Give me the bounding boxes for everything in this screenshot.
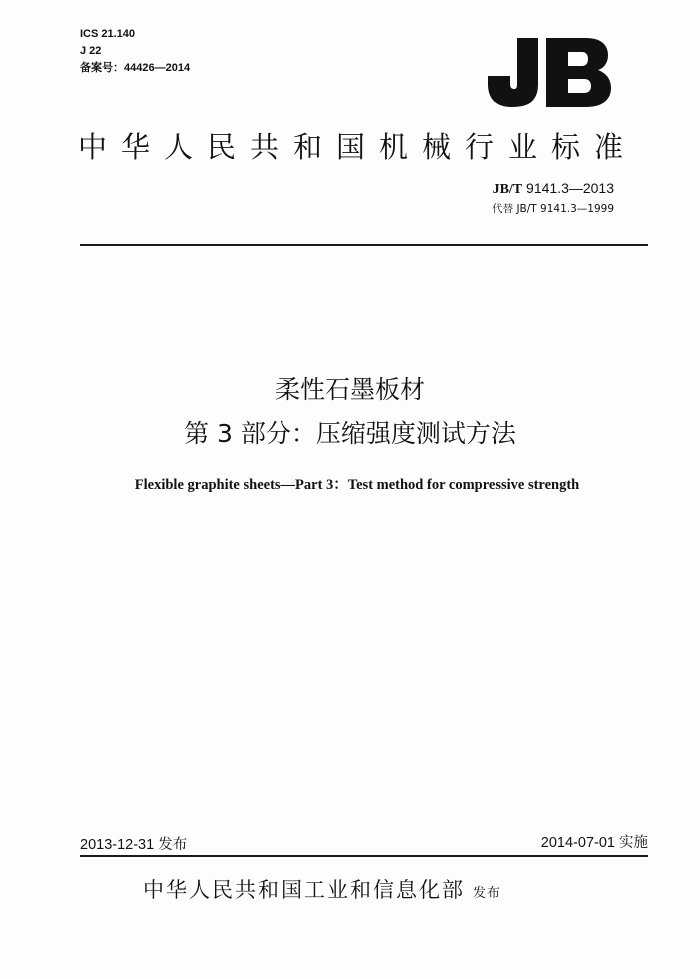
issuer-suffix: 发布 bbox=[473, 886, 502, 901]
title-cn-main: 柔性石墨板材 bbox=[274, 375, 425, 404]
standard-type-heading: 中华人民共和国机械行业标准 bbox=[78, 130, 638, 164]
title-cn-part: 第 3 部分：压缩强度测试方法 bbox=[184, 419, 516, 448]
implement-date: 2014-07-01 实施 bbox=[540, 835, 648, 851]
standard-code bbox=[493, 180, 614, 198]
jb-logo bbox=[486, 36, 612, 108]
jb-logo-letter-j bbox=[488, 38, 538, 107]
record-number: 备案号：44426—2014 bbox=[80, 62, 191, 74]
document-metadata bbox=[80, 26, 190, 77]
header-divider bbox=[80, 244, 648, 246]
standard-code-prefix: JB/T bbox=[492, 182, 523, 197]
footer-divider bbox=[80, 855, 648, 857]
jb-logo-letter-b bbox=[546, 38, 611, 107]
standard-code-number: 9141.3—2013 bbox=[522, 180, 614, 196]
issuer-name: 中华人民共和国工业和信息化部 bbox=[143, 878, 465, 902]
ccs-code: J 22 bbox=[80, 45, 102, 57]
title-en: Flexible graphite sheets—Part 3：Test method for compressive strength bbox=[134, 477, 580, 493]
ics-code: ICS 21.140 bbox=[80, 28, 136, 40]
publish-date: 2013-12-31 发布 bbox=[80, 837, 188, 853]
replaces-standard: 代替 JB/T 9141.3—1999 bbox=[492, 203, 614, 215]
issuer bbox=[143, 874, 501, 904]
